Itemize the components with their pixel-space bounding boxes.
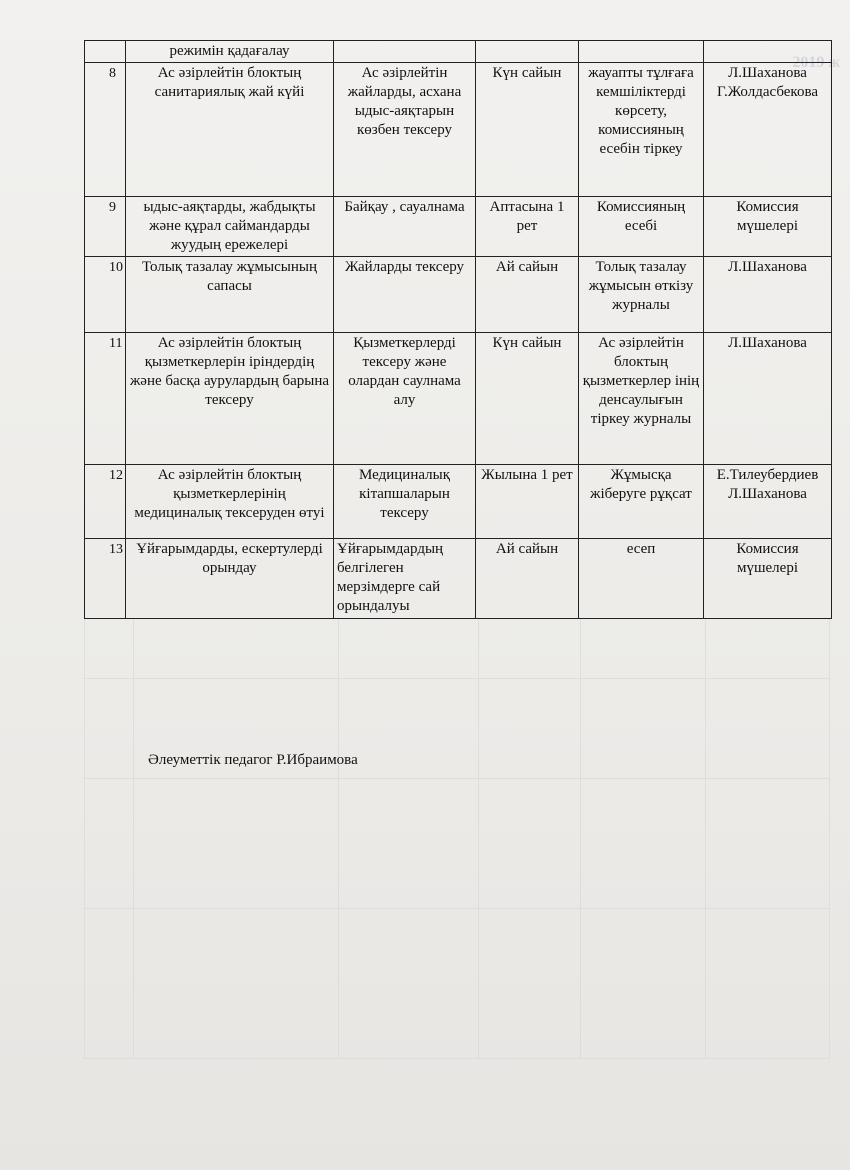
control-plan-table [84, 40, 832, 619]
control-object: Ас әзірлейтін блоктың қызметкерлерінің медициналық тексеруден өтуі [126, 465, 334, 539]
control-object: Ас әзірлейтін блоктың қызметкерлерін іріндердің және басқа аурулардың барына тексеру [126, 333, 334, 465]
result-form: есеп [579, 539, 704, 619]
periodicity [476, 41, 579, 63]
responsible: Е.Тилеубердиев Л.Шаханова [704, 465, 832, 539]
table-row [85, 41, 832, 63]
row-number [85, 41, 126, 63]
table-row [85, 257, 832, 333]
result-form: Комиссияның есебі [579, 197, 704, 257]
row-number: 10 [85, 257, 126, 333]
control-method: Қызметкерлерді тексеру және олардан саулнама алу [334, 333, 476, 465]
control-object: Толық тазалау жұмысының сапасы [126, 257, 334, 333]
responsible: Комиссия мүшелері [704, 539, 832, 619]
stamp-year: 2019 ж [792, 54, 840, 71]
responsible: Л.Шаханова [704, 257, 832, 333]
table-row [85, 197, 832, 257]
control-method: Жайларды тексеру [334, 257, 476, 333]
periodicity: Жылына 1 рет [476, 465, 579, 539]
table-row [85, 63, 832, 197]
row-number: 11 [85, 333, 126, 465]
control-method: Байқау , сауалнама [334, 197, 476, 257]
responsible: Л.Шаханова Г.Жолдасбекова [704, 63, 832, 197]
result-form: Толық тазалау жұмысын өткізу журналы [579, 257, 704, 333]
responsible: Л.Шаханова [704, 333, 832, 465]
control-object: Ас әзірлейтін блоктың санитариялық жай күйі [126, 63, 334, 197]
table-row [85, 539, 832, 619]
periodicity: Аптасына 1 рет [476, 197, 579, 257]
result-form: Жұмысқа жіберуге рұқсат [579, 465, 704, 539]
control-object: режимін қадағалау [126, 41, 334, 63]
table-row [85, 465, 832, 539]
responsible: Комиссия мүшелері [704, 197, 832, 257]
control-method: Медициналық кітапшаларын тексеру [334, 465, 476, 539]
periodicity: Ай сайын [476, 257, 579, 333]
responsible [704, 41, 832, 63]
result-form [579, 41, 704, 63]
control-method: Ас әзірлейтін жайларды, асхана ыдыс-аяқтарын көзбен тексеру [334, 63, 476, 197]
row-number: 13 [85, 539, 126, 619]
row-number: 8 [85, 63, 126, 197]
row-number: 12 [85, 465, 126, 539]
table-row [85, 333, 832, 465]
result-form: жауапты тұлғаға кемшіліктерді көрсету, комиссияның есебін тіркеу [579, 63, 704, 197]
control-object: Ұйғарымдарды, ескертулерді орындау [126, 539, 334, 619]
signature-line: Әлеуметтік педагог Р.Ибраимова [148, 752, 358, 768]
periodicity: Күн сайын [476, 63, 579, 197]
row-number: 9 [85, 197, 126, 257]
result-form: Ас әзірлейтін блоктың қызметкерлер інің денсаулығын тіркеу журналы [579, 333, 704, 465]
control-method [334, 41, 476, 63]
show-through-table [84, 618, 830, 1059]
control-method: Ұйғарымдардың белгілеген мерзімдерге сай орындалуы [334, 539, 476, 619]
periodicity: Ай сайын [476, 539, 579, 619]
control-object: ыдыс-аяқтарды, жабдықты және құрал саймандарды жуудың ережелері [126, 197, 334, 257]
periodicity: Күн сайын [476, 333, 579, 465]
